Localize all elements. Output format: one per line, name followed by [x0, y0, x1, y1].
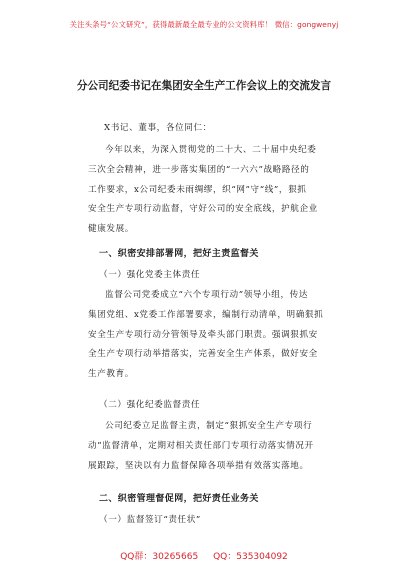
section-2-sub-1-heading: （一）监督签订“责任状”: [99, 515, 201, 525]
document-title: 分公司纪委书记在集团安全生产工作会议上的交流发言: [76, 80, 332, 92]
paragraph-line: 全生产专项行动举措落实，完善安全生产体系，做好安全: [88, 349, 318, 360]
intro-line: 工作要求，x公司纪委未雨绸缪，织“网”守“线”，狠抓: [88, 184, 307, 195]
section-1-sub-2-paragraph: [88, 417, 346, 476]
salutation: X书记、董事，各位同仁：: [104, 123, 212, 133]
section-1-sub-1-heading: （一）强化党委主体责任: [99, 270, 201, 280]
paragraph-line: 安全生产专项行动分管领导及牵头部门职责。强调狠抓安: [88, 329, 318, 340]
section-1-sub-2-heading: （二）强化纪委监督责任: [99, 400, 201, 410]
section-1-sub-1-paragraph: [88, 286, 346, 385]
intro-line: 安全生产专项行动监督，守好公司的安全底线，护航企业: [88, 204, 318, 215]
intro-paragraph: [88, 141, 346, 240]
paragraph-line: 生产教育。: [88, 369, 134, 380]
footer-contact: [0, 549, 408, 562]
section-1-heading: 一、织密安排部署网，把好主责监督关: [99, 249, 259, 259]
paragraph-line: 展跟踪，坚决以有力监督保障各项举措有效落实落地。: [88, 460, 309, 471]
intro-line: 三次全会精神，进一步落实集团的“一六六”战略路径的: [88, 164, 310, 175]
header-banner: 关注头条号“公文研究”，获得最新最全最专业的公文资料库！ 微信：gongwenyj: [69, 20, 339, 29]
footer-qq-group: QQ群：30265665: [120, 552, 199, 562]
section-2-heading: 二、织密管理督促网，把好责任业务关: [99, 494, 259, 504]
paragraph-line: 集团党组、x党委工作部署要求，编制行动清单，明确狠抓: [88, 309, 324, 320]
intro-line: 今年以来，为深入贯彻党的二十大、二十届中央纪委: [105, 145, 317, 155]
intro-line: 健康发展。: [88, 224, 134, 235]
footer-qq: QQ：535304092: [213, 552, 288, 562]
paragraph-line: 动”监督清单，定期对相关责任部门专项行动落实情况开: [88, 440, 314, 451]
paragraph-line: 监督公司党委成立“六个专项行动”领导小组，传达: [105, 290, 309, 300]
paragraph-line: 公司纪委立足监督主责，制定“狠抓安全生产专项行: [105, 421, 313, 431]
